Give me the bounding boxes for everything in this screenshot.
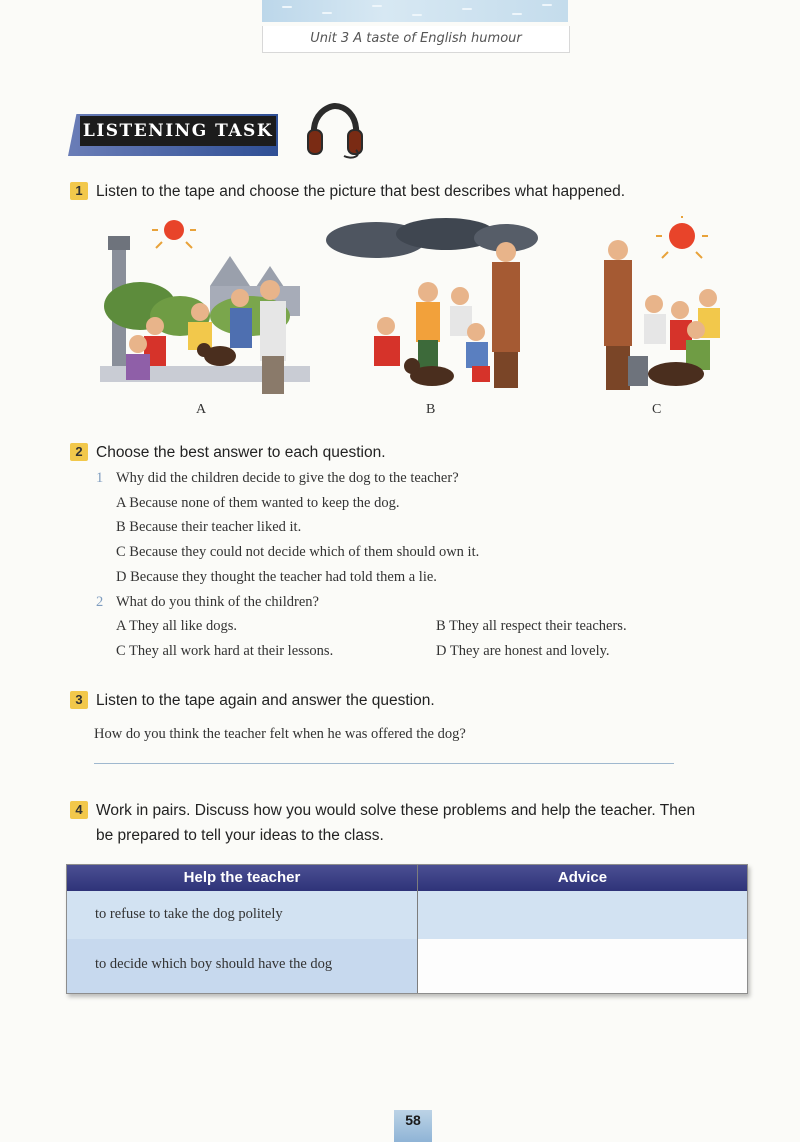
headphones-icon — [304, 102, 366, 160]
listening-task-banner: LISTENING TASK — [80, 116, 276, 146]
picture-a-label: A — [196, 402, 207, 417]
picture-c-label: C — [652, 402, 662, 417]
question-1-option-b: B Because their teacher liked it. — [116, 519, 302, 535]
table-column-divider — [417, 865, 418, 993]
table-row — [67, 939, 747, 993]
help-teacher-table — [66, 864, 748, 994]
question-1-option-a: A Because none of them wanted to keep the dog. — [116, 495, 400, 511]
table-row — [67, 891, 747, 939]
picture-b — [326, 216, 538, 402]
exercise-4-instruction-line-2: be prepared to tell your ideas to the class. — [96, 827, 384, 844]
exercise-4-instruction-line-1: Work in pairs. Discuss how you would solve these problems and help the teacher. Then — [96, 802, 696, 819]
question-2-option-b: B They all respect their teachers. — [436, 618, 627, 634]
picture-a — [100, 216, 310, 402]
question-2-number: 2 — [96, 594, 104, 610]
table-header-help-the-teacher: Help the teacher — [183, 869, 301, 886]
exercise-2-instruction: Choose the best answer to each question. — [96, 444, 386, 461]
question-2-option-c: C They all work hard at their lessons. — [116, 643, 334, 659]
question-2-option-a: A They all like dogs. — [116, 618, 237, 634]
table-header-advice: Advice — [557, 869, 608, 886]
exercise-2-badge: 2 — [70, 443, 88, 461]
table-cell-help: to refuse to take the dog politely — [95, 906, 283, 922]
exercise-1-badge: 1 — [70, 182, 88, 200]
exercise-3-instruction: Listen to the tape again and answer the question. — [96, 692, 435, 709]
question-1-number: 1 — [96, 470, 104, 486]
question-1-text: Why did the children decide to give the dog to the teacher? — [116, 470, 459, 486]
picture-c — [584, 216, 740, 402]
header-decoration-strip — [262, 0, 568, 22]
question-1-option-d: D Because they thought the teacher had told them a lie. — [116, 569, 437, 585]
exercise-3-question: How do you think the teacher felt when he was offered the dog? — [94, 726, 466, 742]
exercise-4-badge: 4 — [70, 801, 88, 819]
question-2-text: What do you think of the children? — [116, 594, 319, 610]
table-header-row — [67, 865, 747, 891]
question-1-option-c: C Because they could not decide which of them should own it. — [116, 544, 480, 560]
exercise-3-badge: 3 — [70, 691, 88, 709]
picture-b-label: B — [426, 402, 436, 417]
table-cell-help: to decide which boy should have the dog — [95, 956, 333, 972]
question-2-option-d: D They are honest and lovely. — [436, 643, 610, 659]
page-number: 58 — [405, 1112, 421, 1128]
unit-title: Unit 3 A taste of English humour — [262, 26, 570, 53]
table-cell-advice-bg[interactable] — [418, 939, 747, 993]
exercise-1-instruction: Listen to the tape and choose the picture that best describes what happened. — [96, 183, 626, 200]
answer-line[interactable] — [94, 763, 674, 764]
